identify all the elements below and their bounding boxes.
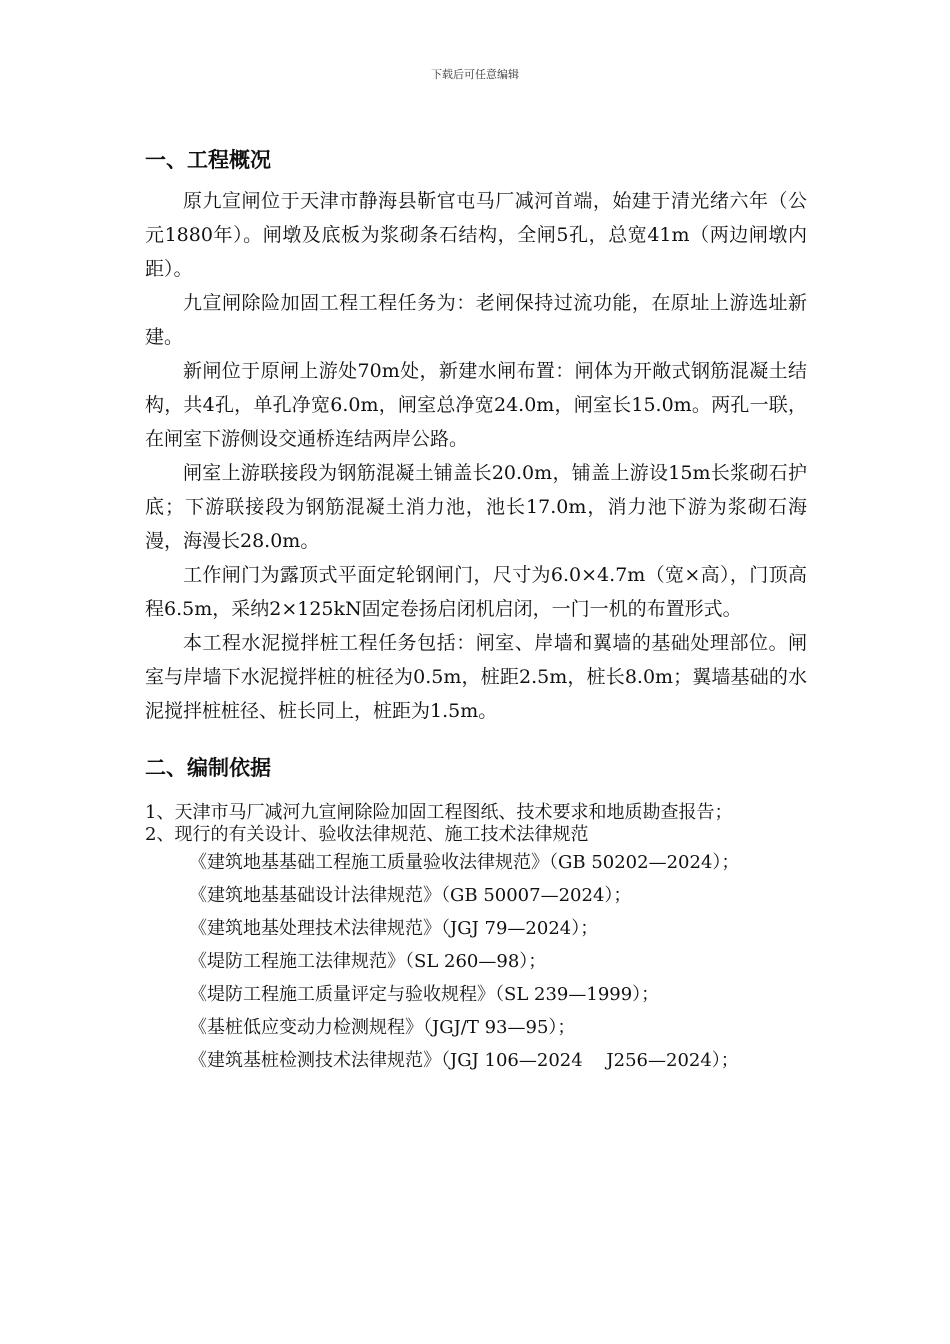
section-1-title: 一、工程概况 bbox=[145, 148, 271, 172]
header-note: 下载后可任意编辑 bbox=[431, 68, 519, 81]
standard-reference: 《堤防工程施工质量评定与验收规程》（SL 239—1999）； bbox=[189, 984, 660, 1005]
section-1-paragraph: 闸室上游联接段为钢筋混凝土铺盖长20.0m，铺盖上游设15m长浆砌石护底；下游联接段为钢筋混凝土消力池，池长17.0m，消力池下游为浆砌石海漫，海漫长28.0m。 bbox=[145, 462, 807, 552]
section-2-title: 二、编制依据 bbox=[145, 756, 271, 780]
standard-reference: 《基桩低应变动力检测规程》（JGJ/T 93—95）； bbox=[189, 1017, 576, 1038]
section-1-paragraph: 工作闸门为露顶式平面定轮钢闸门，尺寸为6.0×4.7m（宽×高），门顶高程6.5m，采纳2×125kN固定卷扬启闭机启闭，一门一机的布置形式。 bbox=[145, 564, 807, 620]
standard-reference: 《建筑地基基础设计法律规范》（GB 50007—2024）； bbox=[189, 885, 632, 906]
standard-reference: 《建筑地基基础工程施工质量验收法律规范》（GB 50202—2024）； bbox=[189, 852, 740, 873]
basis-list-item: 1、天津市马厂减河九宣闸除险加固工程图纸、技术要求和地质勘查报告； bbox=[145, 802, 733, 823]
section-1-paragraph: 九宣闸除险加固工程工程任务为：老闸保持过流功能，在原址上游选址新建。 bbox=[145, 292, 807, 348]
standard-reference: 《建筑基桩检测技术法律规范》（JGJ 106—2024 J256—2024）； bbox=[189, 1050, 739, 1071]
standard-reference: 《堤防工程施工法律规范》（SL 260—98）； bbox=[189, 951, 547, 972]
document-body bbox=[145, 140, 807, 1077]
standard-reference: 《建筑地基处理技术法律规范》（JGJ 79—2024）； bbox=[189, 918, 599, 939]
section-1-paragraph: 原九宣闸位于天津市静海县靳官屯马厂减河首端，始建于清光绪六年（公元1880年）。闸墩及底板为浆砌条石结构，全闸5孔，总宽41m（两边闸墩内距）。 bbox=[145, 190, 807, 280]
section-1-paragraph: 新闸位于原闸上游处70m处，新建水闸布置：闸体为开敞式钢筋混凝土结构，共4孔，单孔净宽6.0m，闸室总净宽24.0m，闸室长15.0m。两孔一联，在闸室下游侧设交通桥连结两岸公路。 bbox=[145, 360, 807, 450]
basis-list-item: 2、现行的有关设计、验收法律规范、施工技术法律规范 bbox=[145, 824, 589, 845]
section-1-paragraph: 本工程水泥搅拌桩工程任务包括：闸室、岸墙和翼墙的基础处理部位。闸室与岸墙下水泥搅拌桩的桩径为0.5m，桩距2.5m，桩长8.0m；翼墙基础的水泥搅拌桩桩径、桩长同上，桩距为1.5m。 bbox=[145, 632, 807, 722]
